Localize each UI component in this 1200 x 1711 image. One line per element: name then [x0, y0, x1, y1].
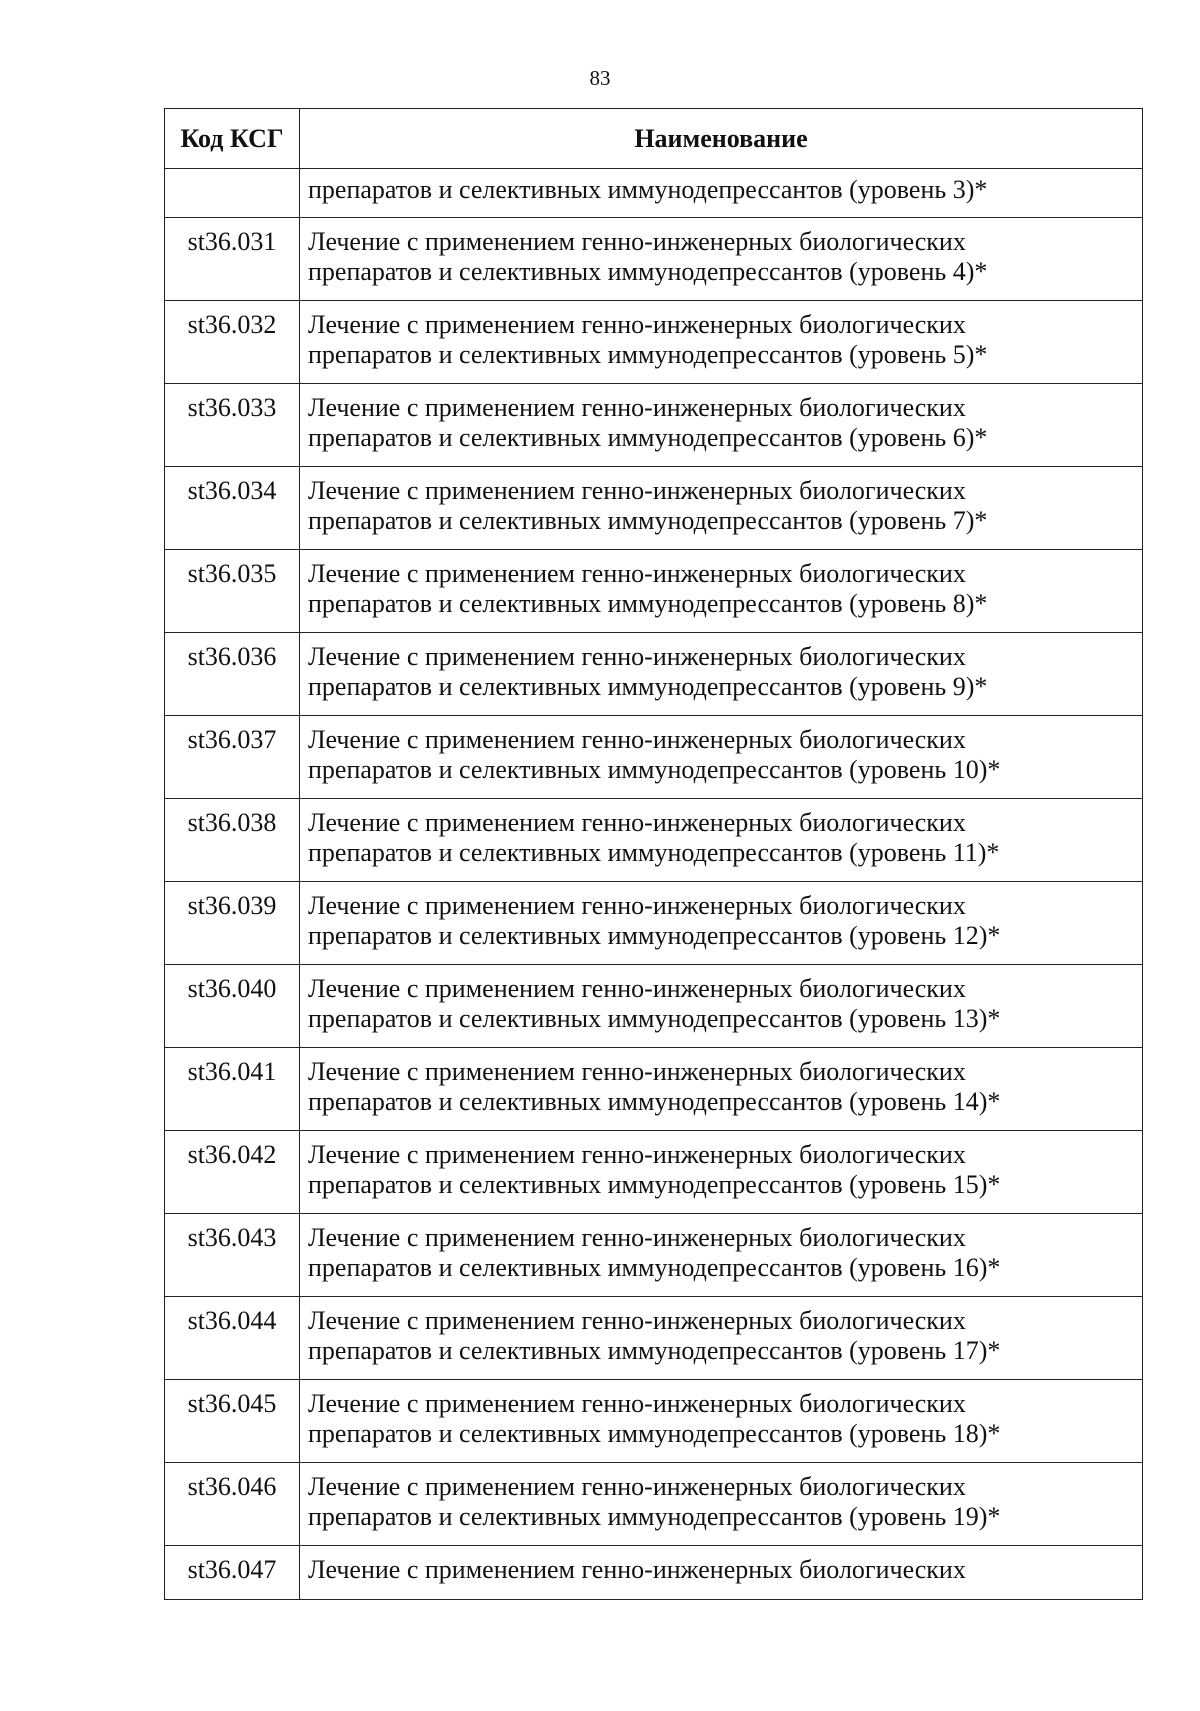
cell-code: st36.044 [165, 1297, 300, 1380]
cell-code: st36.039 [165, 882, 300, 965]
cell-name-line: Лечение с применением генно-инженерных биологических [308, 476, 966, 505]
table-row [165, 1048, 1143, 1131]
cell-code: st36.032 [165, 301, 300, 384]
cell-code: st36.034 [165, 467, 300, 550]
cell-name-line: Лечение с применением генно-инженерных биологических [308, 1306, 966, 1335]
cell-name-line: препаратов и селективных иммунодепрессантов (уровень 18)* [308, 1419, 1001, 1448]
cell-name-line: препаратов и селективных иммунодепрессантов (уровень 15)* [308, 1170, 1001, 1199]
table-row [165, 550, 1143, 633]
table-row [165, 384, 1143, 467]
cell-name-line: препаратов и селективных иммунодепрессантов (уровень 16)* [308, 1253, 1001, 1282]
table-row [165, 799, 1143, 882]
column-header-name: Наименование [300, 109, 1143, 169]
ksg-table [164, 108, 1143, 1600]
cell-name-line: препаратов и селективных иммунодепрессантов (уровень 7)* [308, 506, 988, 535]
cell-name-line: препаратов и селективных иммунодепрессантов (уровень 9)* [308, 672, 988, 701]
cell-name-line: препаратов и селективных иммунодепрессантов (уровень 14)* [308, 1087, 1001, 1116]
cell-name-line: препаратов и селективных иммунодепрессантов (уровень 11)* [308, 838, 1000, 867]
cell-name [300, 1463, 1143, 1546]
cell-name-line: Лечение с применением генно-инженерных биологических [308, 227, 966, 256]
table-row [165, 1131, 1143, 1214]
cell-name [300, 384, 1143, 467]
cell-code: st36.037 [165, 716, 300, 799]
table-row-continuation [165, 169, 1143, 218]
cell-name-line: Лечение с применением генно-инженерных биологических [308, 725, 966, 754]
table-row [165, 1546, 1143, 1600]
table-row [165, 301, 1143, 384]
cell-name [300, 550, 1143, 633]
cell-code: st36.033 [165, 384, 300, 467]
cell-name-line: Лечение с применением генно-инженерных биологических [308, 559, 966, 588]
cell-name [300, 1131, 1143, 1214]
cell-name-line: препаратов и селективных иммунодепрессантов (уровень 5)* [308, 340, 988, 369]
cell-name [300, 218, 1143, 301]
cell-name-line: Лечение с применением генно-инженерных биологических [308, 808, 966, 837]
cell-code: st36.042 [165, 1131, 300, 1214]
cell-name-line: препаратов и селективных иммунодепрессантов (уровень 19)* [308, 1502, 1001, 1531]
cell-name-line: Лечение с применением генно-инженерных биологических [308, 310, 966, 339]
cell-name-line: препаратов и селективных иммунодепрессантов (уровень 10)* [308, 755, 1001, 784]
cell-name-line: Лечение с применением генно-инженерных биологических [308, 393, 966, 422]
table-row [165, 882, 1143, 965]
table-row [165, 965, 1143, 1048]
cell-code: st36.046 [165, 1463, 300, 1546]
table-row [165, 1380, 1143, 1463]
page-number: 83 [589, 66, 611, 90]
cell-name [300, 1380, 1143, 1463]
table-row [165, 1214, 1143, 1297]
cell-name-line: Лечение с применением генно-инженерных биологических [308, 1472, 966, 1501]
cell-code: st36.047 [165, 1546, 300, 1600]
column-header-code: Код КСГ [165, 109, 300, 169]
cell-name [300, 965, 1143, 1048]
cell-name: препаратов и селективных иммунодепрессантов (уровень 3)* [300, 169, 1143, 218]
cell-code: st36.045 [165, 1380, 300, 1463]
cell-name: Лечение с применением генно-инженерных биологических [300, 1546, 1143, 1600]
cell-name [300, 1214, 1143, 1297]
cell-name [300, 1048, 1143, 1131]
cell-name-line: Лечение с применением генно-инженерных биологических [308, 891, 966, 920]
cell-name-line: Лечение с применением генно-инженерных биологических [308, 1057, 966, 1086]
cell-name-line: препаратов и селективных иммунодепрессантов (уровень 13)* [308, 1004, 1001, 1033]
cell-name [300, 882, 1143, 965]
cell-name-line: Лечение с применением генно-инженерных биологических [308, 1389, 966, 1418]
cell-code: st36.035 [165, 550, 300, 633]
cell-name-line: препаратов и селективных иммунодепрессантов (уровень 12)* [308, 921, 1001, 950]
cell-name-line: Лечение с применением генно-инженерных биологических [308, 1223, 966, 1252]
table-row [165, 716, 1143, 799]
cell-name [300, 633, 1143, 716]
cell-name [300, 1297, 1143, 1380]
cell-code: st36.036 [165, 633, 300, 716]
cell-code: st36.038 [165, 799, 300, 882]
cell-name-line: препаратов и селективных иммунодепрессантов (уровень 6)* [308, 423, 988, 452]
cell-name [300, 301, 1143, 384]
table-row [165, 633, 1143, 716]
cell-name [300, 467, 1143, 550]
table-row [165, 1463, 1143, 1546]
table-row [165, 218, 1143, 301]
table-row [165, 1297, 1143, 1380]
cell-code [165, 169, 300, 218]
cell-name-line: препаратов и селективных иммунодепрессантов (уровень 4)* [308, 257, 988, 286]
table-header-row [165, 109, 1143, 169]
cell-code: st36.041 [165, 1048, 300, 1131]
cell-name-line: Лечение с применением генно-инженерных биологических [308, 974, 966, 1003]
table-body [165, 169, 1143, 1600]
cell-name-line: Лечение с применением генно-инженерных биологических [308, 642, 966, 671]
cell-name-line: Лечение с применением генно-инженерных биологических [308, 1140, 966, 1169]
cell-code: st36.043 [165, 1214, 300, 1297]
ksg-table-container [164, 108, 1142, 1600]
cell-name [300, 716, 1143, 799]
cell-code: st36.040 [165, 965, 300, 1048]
cell-code: st36.031 [165, 218, 300, 301]
cell-name-line: препаратов и селективных иммунодепрессантов (уровень 17)* [308, 1336, 1001, 1365]
table-row [165, 467, 1143, 550]
cell-name [300, 799, 1143, 882]
cell-name-line: препаратов и селективных иммунодепрессантов (уровень 8)* [308, 589, 988, 618]
